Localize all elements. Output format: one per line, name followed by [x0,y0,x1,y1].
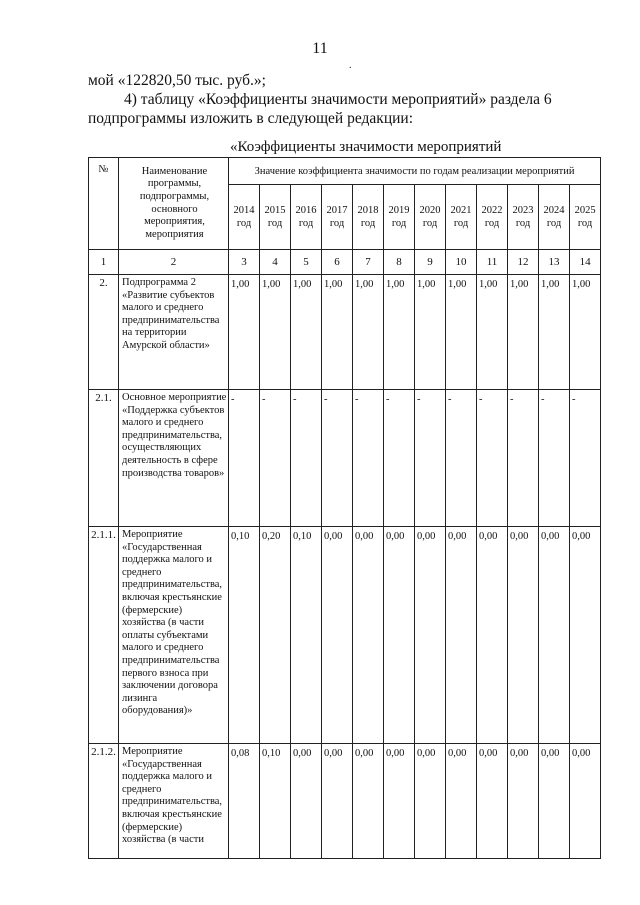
row-name: Подпрограмма 2 «Развитие субъектов малого и среднего предпринимательства на территории Амурской области» [119,275,229,390]
year-header: 2024 год [539,185,570,250]
column-index: 9 [415,250,446,275]
row-value: 0,08 [229,744,260,859]
row-value: 0,10 [291,527,322,744]
row-value: - [260,390,291,527]
column-index: 12 [508,250,539,275]
row-value: 0,00 [384,744,415,859]
year-header: 2015 год [260,185,291,250]
row-value: 0,10 [229,527,260,744]
year-header: 2018 год [353,185,384,250]
row-value: - [415,390,446,527]
year-header: 2014 год [229,185,260,250]
row-value: - [446,390,477,527]
year-header: 2025 год [570,185,601,250]
row-value: 1,00 [291,275,322,390]
table-row [89,744,601,859]
column-index: 2 [119,250,229,275]
row-value: 1,00 [539,275,570,390]
column-index: 5 [291,250,322,275]
column-index: 8 [384,250,415,275]
row-number: 2. [89,275,119,390]
year-header: 2022 год [477,185,508,250]
row-value: 0,00 [291,744,322,859]
header-number: № [89,158,119,250]
year-header: 2023 год [508,185,539,250]
table-row [89,527,601,744]
column-index: 14 [570,250,601,275]
row-value: 1,00 [415,275,446,390]
table-row [89,275,601,390]
paragraph: 4) таблицу «Коэффициенты значимости мероприятий» раздела 6 подпрограммы изложить в следующей редакции: [88,91,552,127]
row-number: 2.1. [89,390,119,527]
row-value: 0,00 [322,527,353,744]
row-name: Мероприятие «Государственная поддержка малого и среднего предпринимательства, включая крестьянские (фермерские) хозяйства (в части [119,744,229,859]
year-header: 2020 год [415,185,446,250]
column-index: 10 [446,250,477,275]
row-value: 0,00 [539,527,570,744]
row-value: 1,00 [570,275,601,390]
row-value: - [539,390,570,527]
row-value: 0,00 [570,744,601,859]
header-name: Наименование программы, подпрограммы, основного мероприятия, мероприятия [119,158,229,250]
column-index: 11 [477,250,508,275]
year-header: 2021 год [446,185,477,250]
row-value: 0,00 [353,527,384,744]
row-value: 0,00 [446,744,477,859]
row-value: 0,00 [539,744,570,859]
row-value: 0,00 [570,527,601,744]
row-value: 0,00 [477,744,508,859]
column-index: 3 [229,250,260,275]
row-value: 0,00 [415,744,446,859]
row-value: 1,00 [229,275,260,390]
row-value: 1,00 [477,275,508,390]
row-value: 1,00 [260,275,291,390]
column-index: 4 [260,250,291,275]
column-index-row [89,250,601,275]
row-value: - [477,390,508,527]
text-line-1: мой «122820,50 тыс. руб.»; [88,72,266,89]
row-value: 0,10 [260,744,291,859]
row-value: - [291,390,322,527]
column-index: 6 [322,250,353,275]
row-value: - [353,390,384,527]
year-header: 2019 год [384,185,415,250]
column-index: 1 [89,250,119,275]
row-value: 1,00 [384,275,415,390]
row-value: - [508,390,539,527]
row-value: - [322,390,353,527]
column-index: 13 [539,250,570,275]
row-name: Основное мероприятие «Поддержка субъектов малого и среднего предпринимательства, осуществляющих деятельность в сфере производства товаров» [119,390,229,527]
row-value: 0,00 [446,527,477,744]
coefficients-table [88,157,601,859]
row-value: 0,20 [260,527,291,744]
page-mark: . [349,60,352,71]
column-index: 7 [353,250,384,275]
table-row [89,390,601,527]
table-title: «Коэффициенты значимости мероприятий [230,139,502,155]
row-value: 1,00 [446,275,477,390]
row-number: 2.1.2. [89,744,119,859]
year-header: 2016 год [291,185,322,250]
row-value: - [570,390,601,527]
row-name: Мероприятие «Государственная поддержка малого и среднего предпринимательства, включая крестьянские (фермерские) хозяйства (в части оплаты субъектами малого и среднего предпринимательства первого взноса при заключении договора лизинга оборудования)» [119,527,229,744]
row-value: 0,00 [508,527,539,744]
row-number: 2.1.1. [89,527,119,744]
row-value: 1,00 [508,275,539,390]
row-value: 0,00 [508,744,539,859]
row-value: 0,00 [384,527,415,744]
row-value: 0,00 [353,744,384,859]
row-value: 0,00 [322,744,353,859]
row-value: 1,00 [322,275,353,390]
header-values: Значение коэффициента значимости по годам реализации мероприятий [229,158,601,185]
year-header: 2017 год [322,185,353,250]
row-value: - [229,390,260,527]
row-value: 1,00 [353,275,384,390]
row-value: - [384,390,415,527]
row-value: 0,00 [477,527,508,744]
row-value: 0,00 [415,527,446,744]
page-number: 11 [312,40,328,57]
